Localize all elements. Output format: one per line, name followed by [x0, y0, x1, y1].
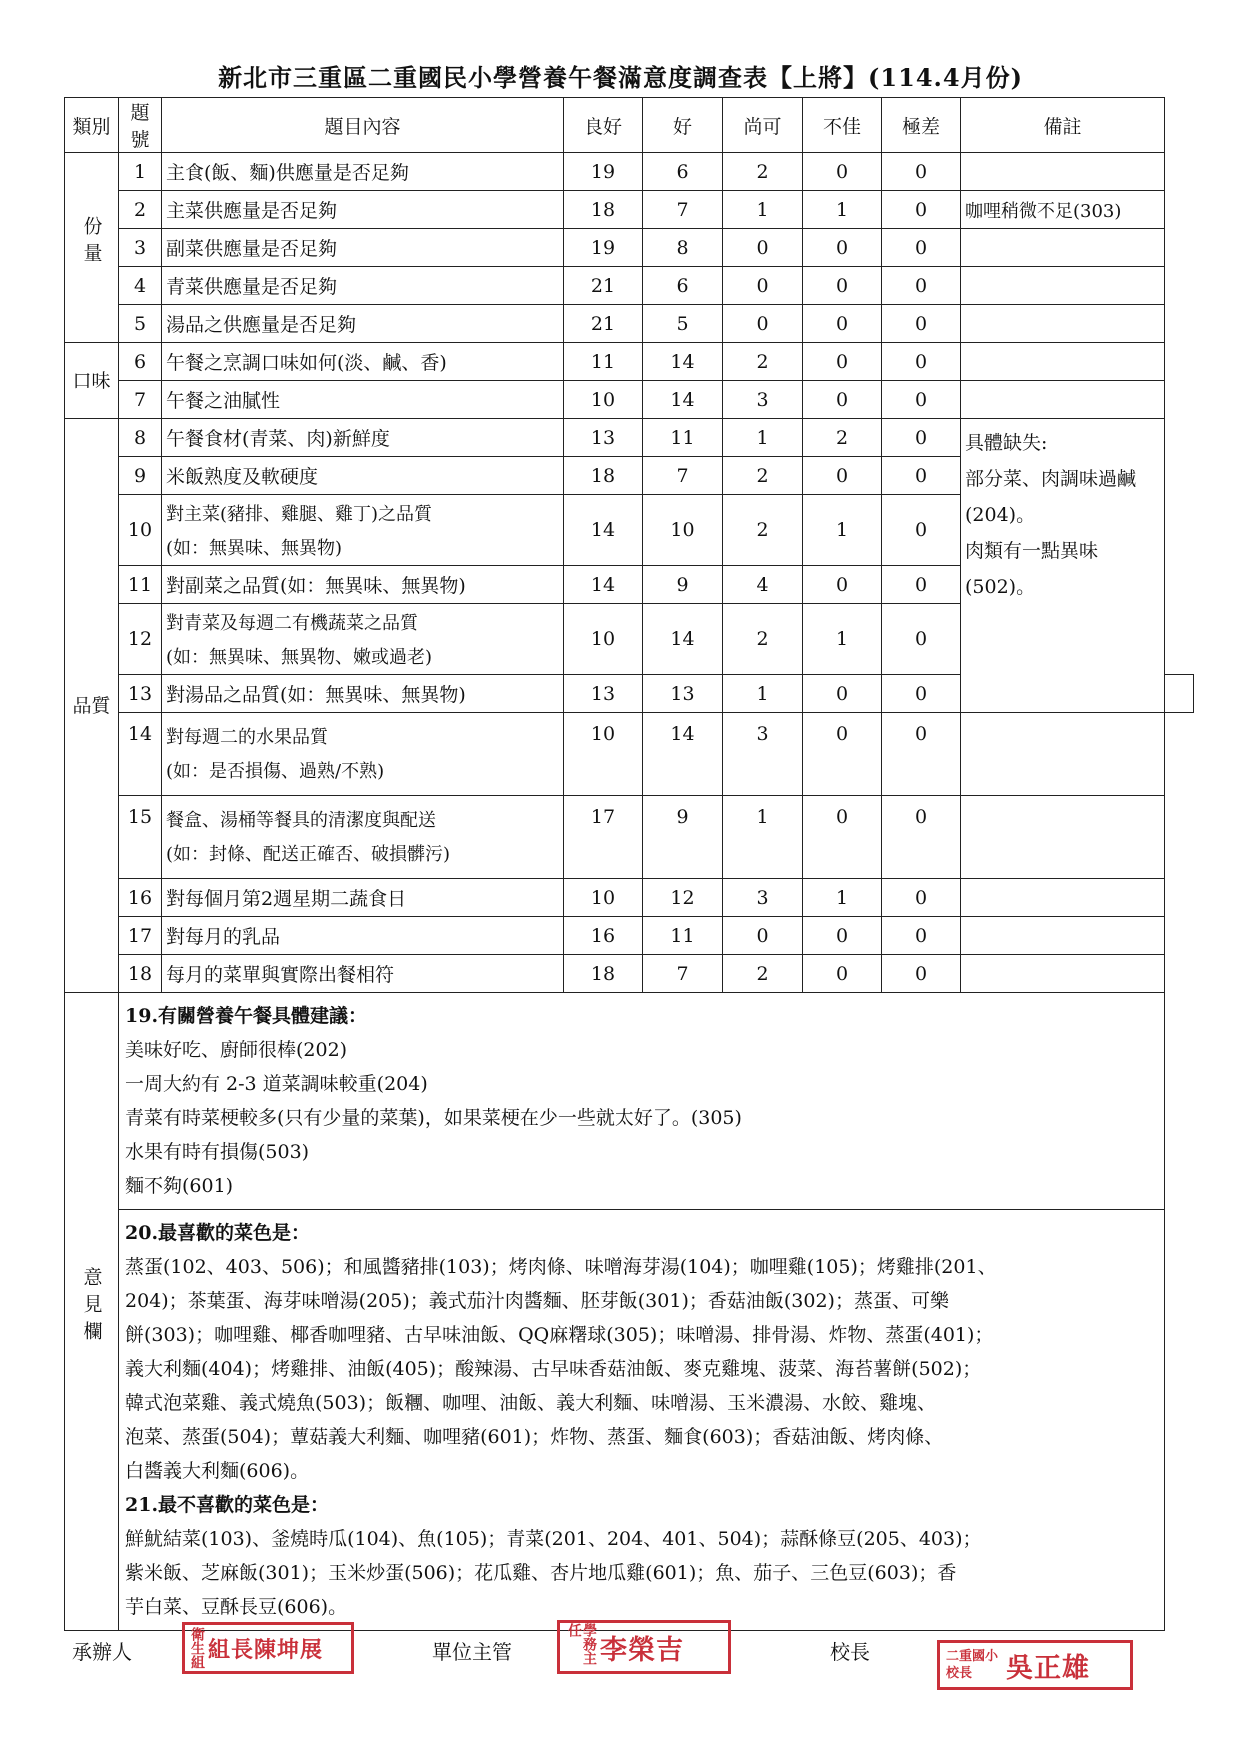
remark-line: (204)。 — [965, 504, 1036, 526]
stamp-name: 組長陳坤展 — [208, 1636, 324, 1663]
row-question: 對副菜之品質(如：無異味、無異物) — [162, 566, 564, 604]
table-row — [65, 191, 1194, 229]
row-value: 0 — [882, 419, 961, 457]
suggestion-line: 青菜有時菜梗較多(只有少量的菜葉)，如果菜梗在少一些就太好了。(305) — [125, 1107, 742, 1129]
favorites-heading: 20.最喜歡的菜色是： — [125, 1222, 311, 1244]
stamp-title: 學務主任 — [566, 1623, 597, 1665]
row-value: 13 — [643, 675, 723, 713]
row-value: 1 — [803, 495, 882, 566]
row-value: 21 — [564, 267, 643, 305]
row-value: 0 — [882, 153, 961, 191]
row-question — [162, 713, 564, 796]
suggestion-line: 麵不夠(601) — [125, 1175, 234, 1197]
row-value: 1 — [803, 879, 882, 917]
row-remark — [961, 879, 1165, 917]
principal-stamp — [937, 1640, 1133, 1690]
favorite-line: 餅(303)；咖哩雞、椰香咖哩豬、古早味油飯、QQ麻糬球(305)；味噌湯、排骨湯、炸物、蒸蛋(401)； — [125, 1324, 994, 1346]
row-value: 8 — [643, 229, 723, 267]
row-question: 副菜供應量是否足夠 — [162, 229, 564, 267]
header-good: 好 — [643, 98, 723, 153]
row-value: 2 — [723, 955, 803, 993]
row-value: 21 — [564, 305, 643, 343]
table-row — [65, 381, 1194, 419]
row-question: 主菜供應量是否足夠 — [162, 191, 564, 229]
row-value: 0 — [723, 917, 803, 955]
row-value: 0 — [882, 604, 961, 675]
row-value: 2 — [723, 604, 803, 675]
remark-line: 具體缺失: — [965, 432, 1048, 454]
least-favorite-line: 鮮魷結菜(103)、釜燒時瓜(104)、魚(105)；青菜(201、204、401、504)；蒜酥條豆(205、403)； — [125, 1528, 982, 1550]
row-value: 0 — [803, 675, 882, 713]
row-value: 10 — [643, 495, 723, 566]
row-number: 9 — [119, 457, 162, 495]
category-label: 意見欄 — [80, 1266, 103, 1348]
row-value: 11 — [643, 419, 723, 457]
stamp-name: 吳正雄 — [1006, 1652, 1090, 1684]
row-value: 0 — [882, 566, 961, 604]
row-value: 16 — [564, 917, 643, 955]
row-value: 0 — [882, 305, 961, 343]
row-value: 14 — [643, 604, 723, 675]
row-question: 對湯品之品質(如：無異味、無異物) — [162, 675, 564, 713]
remark-line: (502)。 — [965, 576, 1036, 598]
row-value: 0 — [803, 153, 882, 191]
row-value: 10 — [564, 713, 643, 796]
row-value: 2 — [803, 419, 882, 457]
question-main: 對主菜(豬排、雞腿、雞丁)之品質 — [166, 504, 433, 525]
row-number: 7 — [119, 381, 162, 419]
favorite-line: 蒸蛋(102、403、506)；和風醬豬排(103)；烤肉條、味噌海芽湯(104)；咖哩雞(105)；烤雞排(201、 — [125, 1256, 997, 1278]
suggestion-line: 水果有時有損傷(503) — [125, 1141, 310, 1163]
question-note: (如：是否損傷、過熟/不熟) — [166, 761, 385, 782]
row-remark — [961, 267, 1165, 305]
row-value: 0 — [803, 229, 882, 267]
table-row — [65, 305, 1194, 343]
row-value: 3 — [723, 879, 803, 917]
row-number: 6 — [119, 343, 162, 381]
row-question: 對每個月第2週星期二蔬食日 — [162, 879, 564, 917]
row-remark — [961, 713, 1165, 796]
category-opinion — [65, 993, 119, 1631]
row-value: 18 — [564, 457, 643, 495]
row-number: 18 — [119, 955, 162, 993]
row-question: 湯品之供應量是否足夠 — [162, 305, 564, 343]
stamp-name: 李榮吉 — [600, 1634, 684, 1666]
row-value: 7 — [643, 457, 723, 495]
suggestions-heading: 19.有關營養午餐具體建議： — [125, 1005, 368, 1027]
row-value: 0 — [882, 381, 961, 419]
row-value: 0 — [803, 381, 882, 419]
row-value: 9 — [643, 566, 723, 604]
header-remarks: 備註 — [961, 98, 1165, 153]
question-note: (如：封條、配送正確否、破損髒污) — [166, 844, 451, 865]
category-quality: 品質 — [65, 419, 119, 993]
row-question: 米飯熟度及軟硬度 — [162, 457, 564, 495]
row-value: 7 — [643, 955, 723, 993]
row-value: 0 — [882, 457, 961, 495]
row-value: 14 — [643, 343, 723, 381]
row-remark — [961, 796, 1165, 879]
row-value: 3 — [723, 381, 803, 419]
least-favorite-line: 芋白菜、豆酥長豆(606)。 — [125, 1596, 348, 1618]
row-value: 0 — [723, 229, 803, 267]
remark-line: 部分菜、肉調味過鹹 — [965, 468, 1137, 490]
question-main: 對每週二的水果品質 — [166, 727, 328, 748]
row-value: 14 — [643, 381, 723, 419]
row-value: 1 — [723, 796, 803, 879]
table-row — [65, 879, 1194, 917]
row-value: 10 — [564, 381, 643, 419]
row-value: 0 — [723, 267, 803, 305]
row-value: 0 — [803, 267, 882, 305]
row-value: 19 — [564, 153, 643, 191]
row-value: 0 — [882, 191, 961, 229]
row-value: 2 — [723, 495, 803, 566]
table-row — [65, 713, 1194, 796]
table-row — [65, 229, 1194, 267]
row-question — [162, 796, 564, 879]
survey-table — [64, 97, 1194, 1631]
least-favorite-heading: 21.最不喜歡的菜色是： — [125, 1494, 330, 1516]
row-question: 青菜供應量是否足夠 — [162, 267, 564, 305]
row-value: 0 — [882, 675, 961, 713]
header-poor: 不佳 — [803, 98, 882, 153]
header-row — [65, 98, 1194, 153]
row-remark — [961, 917, 1165, 955]
row-number: 8 — [119, 419, 162, 457]
row-value: 9 — [643, 796, 723, 879]
row-value: 17 — [564, 796, 643, 879]
row-value: 10 — [564, 604, 643, 675]
least-favorite-line: 紫米飯、芝麻飯(301)；玉米炒蛋(506)；花瓜雞、杏片地瓜雞(601)；魚、茄子、三色豆(603)；香 — [125, 1562, 957, 1584]
row-number: 11 — [119, 566, 162, 604]
row-value: 14 — [643, 713, 723, 796]
header-category: 類別 — [65, 98, 119, 153]
page-title: 新北市三重區二重國民小學營養午餐滿意度調查表【上將】(114.4月份) — [218, 63, 1023, 92]
principal-label: 校長 — [830, 1640, 870, 1664]
table-row — [65, 267, 1194, 305]
row-value: 2 — [723, 457, 803, 495]
row-value: 0 — [803, 796, 882, 879]
row-value: 4 — [723, 566, 803, 604]
header-fair: 尚可 — [723, 98, 803, 153]
row-value: 19 — [564, 229, 643, 267]
row-number: 2 — [119, 191, 162, 229]
favorite-line: 泡菜、蒸蛋(504)；蕈菇義大利麵、咖哩豬(601)；炸物、蒸蛋、麵食(603)；香菇油飯、烤肉條、 — [125, 1426, 944, 1448]
row-value: 0 — [803, 457, 882, 495]
handler-stamp — [182, 1622, 354, 1674]
question-note: (如：無異味、無異物) — [166, 538, 343, 559]
row-value: 0 — [803, 917, 882, 955]
row-remark — [1165, 675, 1194, 713]
row-question: 主食(飯、麵)供應量是否足夠 — [162, 153, 564, 191]
row-number: 5 — [119, 305, 162, 343]
quality-remarks — [961, 419, 1165, 713]
row-value: 5 — [643, 305, 723, 343]
row-remark — [961, 955, 1165, 993]
row-value: 1 — [723, 419, 803, 457]
row-value: 0 — [882, 917, 961, 955]
remark-line: 肉類有一點異味 — [965, 540, 1099, 562]
category-taste: 口味 — [65, 343, 119, 419]
row-number: 13 — [119, 675, 162, 713]
row-value: 0 — [882, 955, 961, 993]
row-remark — [961, 381, 1165, 419]
category-label: 份量 — [80, 216, 103, 270]
suggestion-line: 美味好吃、廚師很棒(202) — [125, 1039, 348, 1061]
row-value: 0 — [803, 343, 882, 381]
row-question: 午餐食材(青菜、肉)新鮮度 — [162, 419, 564, 457]
header-number: 題號 — [119, 98, 162, 153]
row-value: 1 — [803, 604, 882, 675]
row-value: 0 — [803, 713, 882, 796]
favorite-line: 204)；茶葉蛋、海芽味噌湯(205)；義式茄汁肉醬麵、胚芽飯(301)；香菇油飯(302)；蒸蛋、可樂 — [125, 1290, 949, 1312]
row-remark — [961, 343, 1165, 381]
favorite-line: 韓式泡菜雞、義式燒魚(503)；飯糰、咖哩、油飯、義大利麵、味噌湯、玉米濃湯、水餃、雞塊、 — [125, 1392, 937, 1414]
row-question: 午餐之烹調口味如何(淡、鹹、香) — [162, 343, 564, 381]
header-very-poor: 極差 — [882, 98, 961, 153]
row-value: 7 — [643, 191, 723, 229]
opinion-row-19 — [65, 993, 1194, 1210]
row-value: 1 — [803, 191, 882, 229]
table-row — [65, 343, 1194, 381]
row-value: 0 — [882, 229, 961, 267]
row-value: 6 — [643, 153, 723, 191]
row-number: 15 — [119, 796, 162, 879]
question-main: 餐盒、湯桶等餐具的清潔度與配送 — [166, 810, 436, 831]
opinion-row-20 — [65, 1210, 1194, 1631]
row-value: 11 — [643, 917, 723, 955]
row-value: 0 — [803, 955, 882, 993]
stamp-title: 二重國小校長 — [946, 1649, 999, 1681]
favorite-line: 白醬義大利麵(606)。 — [125, 1460, 310, 1482]
table-row — [65, 955, 1194, 993]
row-value: 11 — [564, 343, 643, 381]
row-value: 12 — [643, 879, 723, 917]
row-value: 0 — [882, 879, 961, 917]
row-number: 3 — [119, 229, 162, 267]
row-value: 13 — [564, 675, 643, 713]
row-value: 2 — [723, 343, 803, 381]
row-value: 1 — [723, 675, 803, 713]
row-value: 0 — [803, 305, 882, 343]
row-number: 10 — [119, 495, 162, 566]
row-value: 0 — [882, 267, 961, 305]
table-row — [65, 153, 1194, 191]
row-value: 2 — [723, 153, 803, 191]
row-value: 14 — [564, 495, 643, 566]
row-value: 0 — [882, 343, 961, 381]
row-value: 18 — [564, 191, 643, 229]
row-question: 對每月的乳品 — [162, 917, 564, 955]
row-number: 12 — [119, 604, 162, 675]
question-note: (如：無異味、無異物、嫩或過老) — [166, 647, 433, 668]
row-remark — [961, 229, 1165, 267]
table-row — [65, 796, 1194, 879]
suggestions-section — [119, 993, 1165, 1210]
favorites-section — [119, 1210, 1165, 1631]
row-value: 13 — [564, 419, 643, 457]
row-value: 10 — [564, 879, 643, 917]
row-number: 4 — [119, 267, 162, 305]
supervisor-label: 單位主管 — [432, 1640, 512, 1664]
header-question: 題目內容 — [162, 98, 564, 153]
row-value: 14 — [564, 566, 643, 604]
row-number: 14 — [119, 713, 162, 796]
suggestion-line: 一周大約有 2-3 道菜調味較重(204) — [125, 1073, 428, 1095]
stamp-title: 衛生組 — [189, 1627, 205, 1669]
header-excellent: 良好 — [564, 98, 643, 153]
question-main: 對青菜及每週二有機蔬菜之品質 — [166, 613, 418, 634]
row-remark — [961, 305, 1165, 343]
row-remark — [961, 153, 1165, 191]
table-row — [65, 917, 1194, 955]
category-portion — [65, 153, 119, 343]
handler-label: 承辦人 — [72, 1640, 132, 1664]
row-number: 1 — [119, 153, 162, 191]
row-remark: 咖哩稍微不足(303) — [961, 191, 1165, 229]
row-value: 0 — [882, 713, 961, 796]
row-number: 16 — [119, 879, 162, 917]
row-number: 17 — [119, 917, 162, 955]
row-value: 18 — [564, 955, 643, 993]
row-question — [162, 495, 564, 566]
row-value: 0 — [723, 305, 803, 343]
favorite-line: 義大利麵(404)；烤雞排、油飯(405)；酸辣湯、古早味香菇油飯、麥克雞塊、菠菜、海苔薯餅(502)； — [125, 1358, 982, 1380]
table-row — [65, 419, 1194, 457]
row-value: 6 — [643, 267, 723, 305]
row-question: 午餐之油膩性 — [162, 381, 564, 419]
row-question: 每月的菜單與實際出餐相符 — [162, 955, 564, 993]
supervisor-stamp — [557, 1620, 731, 1674]
row-value: 0 — [882, 796, 961, 879]
row-value: 0 — [882, 495, 961, 566]
row-question — [162, 604, 564, 675]
row-value: 0 — [803, 566, 882, 604]
row-value: 1 — [723, 191, 803, 229]
row-value: 3 — [723, 713, 803, 796]
